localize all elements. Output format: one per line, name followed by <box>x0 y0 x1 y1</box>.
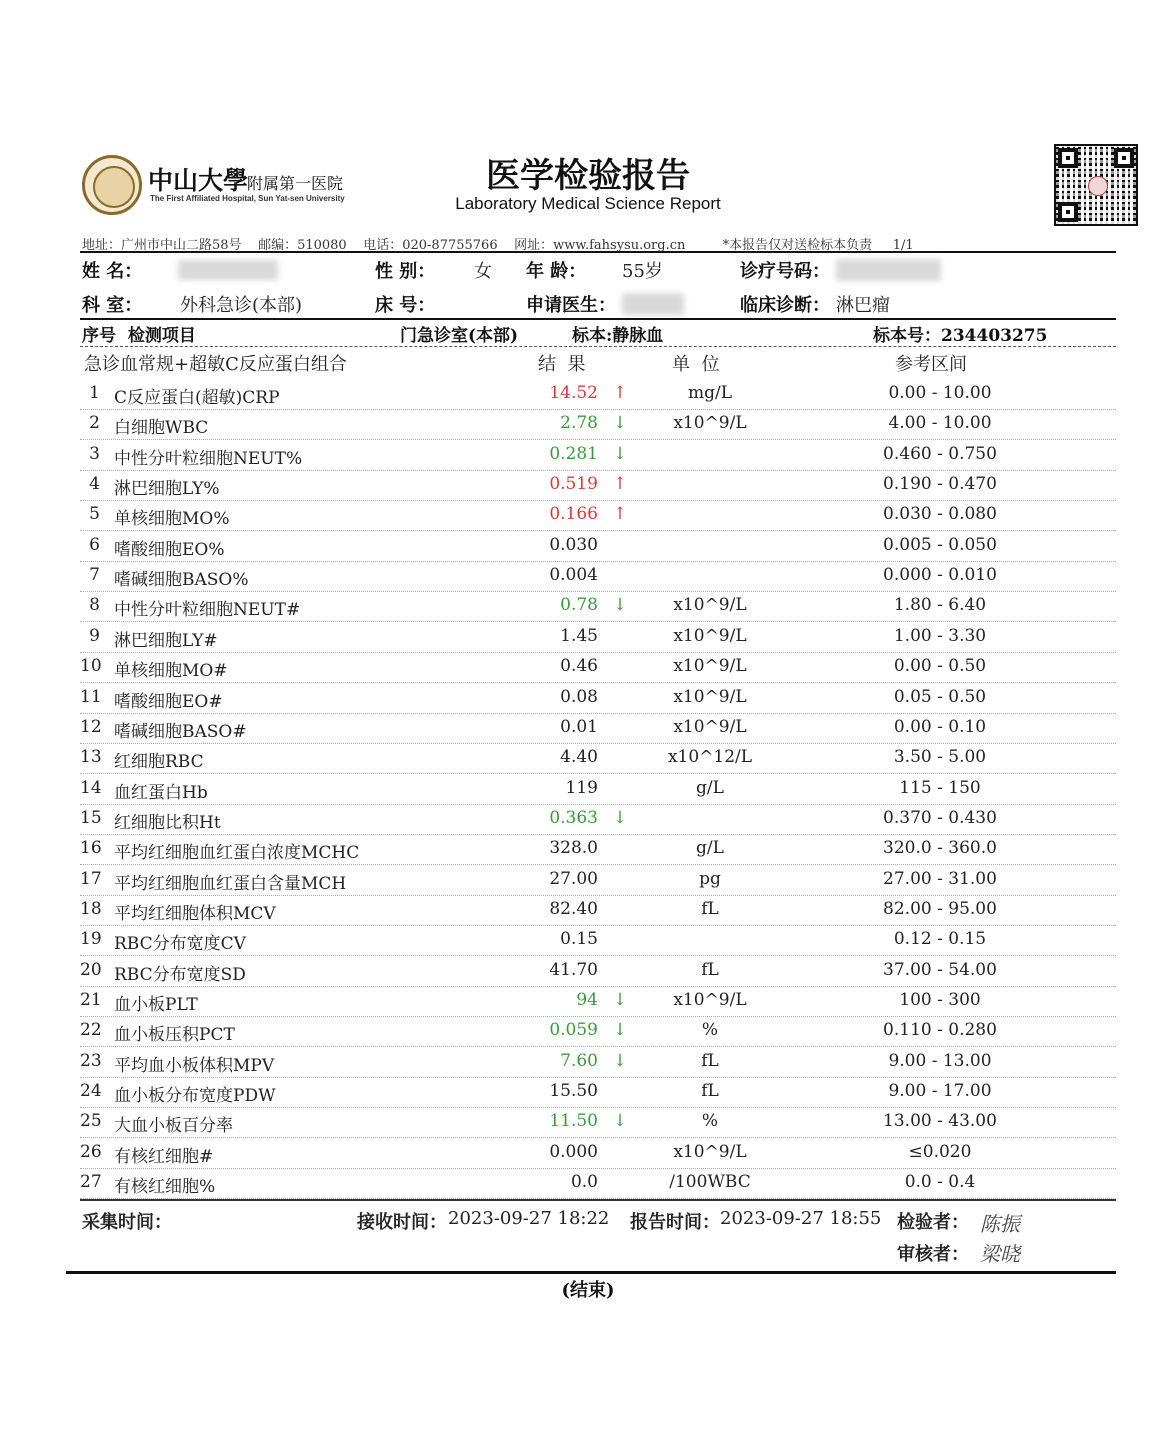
table-row <box>80 531 1116 562</box>
test-result: 82.40 <box>549 898 598 919</box>
row-number: 22 <box>80 1020 102 1041</box>
reference-range: 0.00 - 0.10 <box>893 716 987 737</box>
abnormal-flag-icon: ↑ <box>612 474 628 495</box>
test-name: 嗜酸细胞EO# <box>114 691 223 712</box>
reference-range: 0.110 - 0.280 <box>883 1020 997 1041</box>
table-row <box>80 440 1116 471</box>
test-name: 红细胞比积Ht <box>114 812 221 833</box>
reference-range: 9.00 - 13.00 <box>888 1050 992 1071</box>
row-number: 5 <box>89 504 100 525</box>
table-row <box>80 804 1116 835</box>
reference-range: 0.05 - 0.50 <box>893 686 987 707</box>
abnormal-flag-icon: ↓ <box>612 595 628 616</box>
row-number: 27 <box>80 1172 102 1193</box>
divider <box>80 318 1116 320</box>
test-unit: x10^12/L <box>667 747 753 768</box>
table-row <box>80 1047 1116 1078</box>
test-name: 血小板压积PCT <box>114 1025 235 1046</box>
reference-range: 1.00 - 3.30 <box>893 625 987 646</box>
abnormal-flag-icon: ↓ <box>612 1020 628 1041</box>
university-name: 中山大學 <box>148 166 249 195</box>
test-name: 中性分叶粒细胞NEUT% <box>114 448 303 469</box>
test-result: 0.519 <box>549 474 598 495</box>
test-name: 淋巴细胞LY# <box>114 630 218 651</box>
test-result: 0.059 <box>549 1020 598 1041</box>
test-unit: fL <box>701 959 719 980</box>
test-unit: fL <box>701 1050 719 1071</box>
test-name: 单核细胞MO% <box>114 509 230 530</box>
table-row <box>80 774 1116 805</box>
dept-value: 外科急诊(本部) <box>180 295 303 316</box>
table-header-item: 序号 检测项目 <box>82 326 196 346</box>
divider <box>80 1199 1116 1201</box>
reference-range: 0.00 - 0.50 <box>893 656 987 677</box>
test-name: 血红蛋白Hb <box>114 782 208 803</box>
abnormal-flag-icon: ↑ <box>612 383 628 403</box>
test-name: 红细胞RBC <box>114 752 204 773</box>
table-header-specimen: 标本:静脉血 <box>572 326 664 346</box>
test-unit: % <box>701 1111 719 1132</box>
test-unit: x10^9/L <box>673 686 747 707</box>
test-result: 328.0 <box>549 838 598 859</box>
row-number: 1 <box>89 383 100 403</box>
diagnosis-value: 淋巴瘤 <box>836 295 890 316</box>
row-number: 14 <box>80 777 102 798</box>
row-number: 13 <box>80 747 102 768</box>
report-title-en: Laboratory Medical Science Report <box>455 194 721 213</box>
table-row <box>80 409 1116 440</box>
row-number: 11 <box>80 686 102 707</box>
row-number: 15 <box>80 807 102 828</box>
clinic-no-redacted <box>836 259 941 281</box>
reference-range: ≤0.020 <box>908 1141 972 1162</box>
reference-range: 115 - 150 <box>899 777 981 798</box>
test-name: RBC分布宽度SD <box>114 964 246 985</box>
test-unit: x10^9/L <box>673 716 747 737</box>
table-row <box>80 622 1116 653</box>
test-result: 0.363 <box>549 807 598 828</box>
table-row <box>80 591 1116 622</box>
test-name: 嗜酸细胞EO% <box>114 539 225 560</box>
test-result: 0.08 <box>560 686 598 707</box>
group-name: 急诊血常规+超敏C反应蛋白组合 <box>84 354 347 375</box>
report-time-label: 报告时间： <box>630 1212 720 1233</box>
collect-time-label: 采集时间： <box>82 1212 172 1233</box>
test-unit: g/L <box>696 777 724 798</box>
tester-signature: 陈振 <box>980 1212 1020 1236</box>
test-result: 0.030 <box>549 534 598 555</box>
test-name: 白细胞WBC <box>114 418 209 439</box>
abnormal-flag-icon: ↑ <box>612 504 628 525</box>
test-unit: x10^9/L <box>673 595 747 616</box>
reviewer-signature: 梁晓 <box>980 1242 1020 1266</box>
test-name: 中性分叶粒细胞NEUT# <box>114 600 301 621</box>
reference-range: 0.0 - 0.4 <box>904 1172 976 1193</box>
test-unit: g/L <box>696 838 724 859</box>
test-result: 0.004 <box>549 565 598 586</box>
table-row <box>80 1016 1116 1047</box>
reference-range: 82.00 - 95.00 <box>883 898 997 919</box>
test-result: 0.78 <box>560 595 598 616</box>
test-unit: x10^9/L <box>673 656 747 677</box>
test-unit: x10^9/L <box>673 1141 747 1162</box>
table-row <box>80 743 1116 774</box>
receive-time-label: 接收时间： <box>357 1212 447 1233</box>
test-result: 0.0 <box>570 1172 598 1193</box>
reference-range: 9.00 - 17.00 <box>888 1081 992 1102</box>
abnormal-flag-icon: ↓ <box>612 990 628 1010</box>
abnormal-flag-icon: ↓ <box>612 1050 628 1071</box>
table-row <box>80 379 1116 410</box>
divider <box>80 346 1116 347</box>
test-result: 2.78 <box>560 413 598 434</box>
reference-range: 4.00 - 10.00 <box>888 413 992 434</box>
test-unit: x10^9/L <box>673 413 747 434</box>
test-result: 0.15 <box>560 929 598 950</box>
test-name: 单核细胞MO# <box>114 661 228 682</box>
table-row <box>80 683 1116 714</box>
qr-code-icon <box>1054 144 1138 226</box>
table-row <box>80 713 1116 744</box>
row-number: 10 <box>80 656 102 677</box>
reference-range: 1.80 - 6.40 <box>893 595 987 616</box>
test-unit: mg/L <box>687 383 733 403</box>
table-row <box>80 895 1116 926</box>
table-row <box>80 986 1116 1017</box>
row-number: 6 <box>89 534 100 555</box>
bed-label: 床 号： <box>375 295 436 316</box>
table-row <box>80 1168 1116 1199</box>
test-name: 嗜碱细胞BASO% <box>114 570 249 591</box>
row-number: 18 <box>80 898 102 919</box>
reference-range: 0.000 - 0.010 <box>883 565 997 586</box>
reference-range: 0.030 - 0.080 <box>883 504 997 525</box>
test-name: 有核红细胞% <box>114 1177 216 1198</box>
row-number: 8 <box>89 595 100 616</box>
row-number: 25 <box>80 1111 102 1132</box>
test-result: 11.50 <box>549 1111 598 1132</box>
test-name: 有核红细胞# <box>114 1146 214 1167</box>
reference-range: 37.00 - 54.00 <box>883 959 997 980</box>
divider <box>80 251 1116 253</box>
table-header-location: 门急诊室(本部) <box>400 326 519 346</box>
table-row <box>80 1077 1116 1108</box>
test-name: 血小板PLT <box>114 995 198 1015</box>
row-number: 17 <box>80 868 102 889</box>
abnormal-flag-icon: ↓ <box>612 807 628 828</box>
doctor-redacted <box>622 293 684 315</box>
reference-range: 0.370 - 0.430 <box>883 807 997 828</box>
row-number: 24 <box>80 1081 102 1102</box>
table-row <box>80 925 1116 956</box>
table-row <box>80 470 1116 501</box>
row-number: 19 <box>80 929 102 950</box>
table-row <box>80 956 1116 987</box>
test-unit: x10^9/L <box>673 990 747 1010</box>
hospital-name: 附属第一医院 <box>247 174 344 193</box>
test-result: 0.46 <box>560 656 598 677</box>
table-row <box>80 1138 1116 1169</box>
table-row <box>80 865 1116 896</box>
table-row <box>80 834 1116 865</box>
col-unit-header: 单 位 <box>672 354 720 375</box>
age-value: 55岁 <box>622 261 663 282</box>
divider <box>66 1271 1116 1274</box>
receive-time-value: 2023-09-27 18:22 <box>448 1208 610 1229</box>
test-result: 94 <box>576 990 598 1010</box>
table-row <box>80 652 1116 683</box>
row-number: 7 <box>89 565 100 586</box>
clinic-no-label: 诊疗号码： <box>740 261 830 282</box>
hospital-name-en: The First Affiliated Hospital, Sun Yat-sen University <box>150 194 345 203</box>
tester-label: 检验者： <box>897 1212 969 1233</box>
test-result: 1.45 <box>560 625 598 646</box>
end-marker: (结束) <box>561 1280 615 1301</box>
reference-range: 320.0 - 360.0 <box>883 838 997 859</box>
row-number: 9 <box>89 625 100 646</box>
test-result: 0.281 <box>549 443 598 464</box>
name-label: 姓 名： <box>82 261 143 282</box>
test-name: RBC分布宽度CV <box>114 934 246 955</box>
report-time-value: 2023-09-27 18:55 <box>720 1208 882 1229</box>
row-number: 4 <box>89 474 100 495</box>
col-result-header: 结 果 <box>538 354 586 375</box>
test-unit: fL <box>701 1081 719 1102</box>
table-row <box>80 561 1116 592</box>
test-unit: x10^9/L <box>673 625 747 646</box>
sex-value: 女 <box>474 261 492 282</box>
test-result: 119 <box>565 777 598 798</box>
row-number: 21 <box>80 990 102 1010</box>
reference-range: 13.00 - 43.00 <box>883 1111 997 1132</box>
row-number: 26 <box>80 1141 102 1162</box>
report-title: 医学检验报告 <box>486 156 690 196</box>
dept-label: 科 室： <box>82 295 143 316</box>
table-row <box>80 500 1116 531</box>
reference-range: 0.00 - 10.00 <box>888 383 992 403</box>
row-number: 12 <box>80 716 102 737</box>
test-unit: % <box>701 1020 719 1041</box>
test-result: 7.60 <box>560 1050 598 1071</box>
reference-range: 0.12 - 0.15 <box>893 929 987 950</box>
test-result: 0.000 <box>549 1141 598 1162</box>
test-name: 平均红细胞血红蛋白含量MCH <box>114 873 347 894</box>
name-redacted <box>178 260 278 280</box>
row-number: 16 <box>80 838 102 859</box>
reference-range: 0.460 - 0.750 <box>883 443 997 464</box>
abnormal-flag-icon: ↓ <box>612 1111 628 1132</box>
row-number: 23 <box>80 1050 102 1071</box>
test-name: 平均血小板体积MPV <box>114 1055 275 1076</box>
test-result: 0.01 <box>560 716 598 737</box>
abnormal-flag-icon: ↓ <box>612 413 628 434</box>
test-unit: fL <box>701 898 719 919</box>
test-unit: /100WBC <box>669 1172 751 1193</box>
test-name: 平均红细胞体积MCV <box>114 903 276 924</box>
reference-range: 27.00 - 31.00 <box>883 868 997 889</box>
age-label: 年 龄： <box>526 261 587 282</box>
test-result: 4.40 <box>560 747 598 768</box>
test-name: C反应蛋白(超敏)CRP <box>114 388 280 408</box>
test-unit: pg <box>699 868 721 889</box>
row-number: 20 <box>80 959 102 980</box>
test-result: 0.166 <box>549 504 598 525</box>
diagnosis-label: 临床诊断： <box>740 295 830 316</box>
test-name: 嗜碱细胞BASO# <box>114 721 247 742</box>
test-name: 血小板分布宽度PDW <box>114 1086 276 1107</box>
test-name: 淋巴细胞LY% <box>114 479 220 500</box>
row-number: 3 <box>89 443 100 464</box>
contact-line: 地址：广州市中山二路58号 邮编：510080 电话：020-87755766 网址：www.fahsysu.org.cn *本报告仅对送检标本负责 1/1 <box>82 238 914 253</box>
row-number: 2 <box>89 413 100 434</box>
doctor-label: 申请医生： <box>526 295 616 316</box>
test-result: 41.70 <box>549 959 598 980</box>
reference-range: 100 - 300 <box>899 990 981 1010</box>
col-ref-header: 参考区间 <box>895 354 967 375</box>
test-name: 平均红细胞血红蛋白浓度MCHC <box>114 843 360 864</box>
test-result: 27.00 <box>549 868 598 889</box>
reference-range: 0.005 - 0.050 <box>883 534 997 555</box>
table-row <box>80 1107 1116 1138</box>
test-name: 大血小板百分率 <box>114 1116 233 1137</box>
test-result: 14.52 <box>549 383 598 403</box>
test-result: 15.50 <box>549 1081 598 1102</box>
reference-range: 3.50 - 5.00 <box>893 747 987 768</box>
reference-range: 0.190 - 0.470 <box>883 474 997 495</box>
reviewer-label: 审核者： <box>897 1244 969 1265</box>
table-header-specimen-no: 标本号：234403275 <box>873 326 1048 346</box>
sex-label: 性 别： <box>375 261 436 282</box>
abnormal-flag-icon: ↓ <box>612 443 628 464</box>
